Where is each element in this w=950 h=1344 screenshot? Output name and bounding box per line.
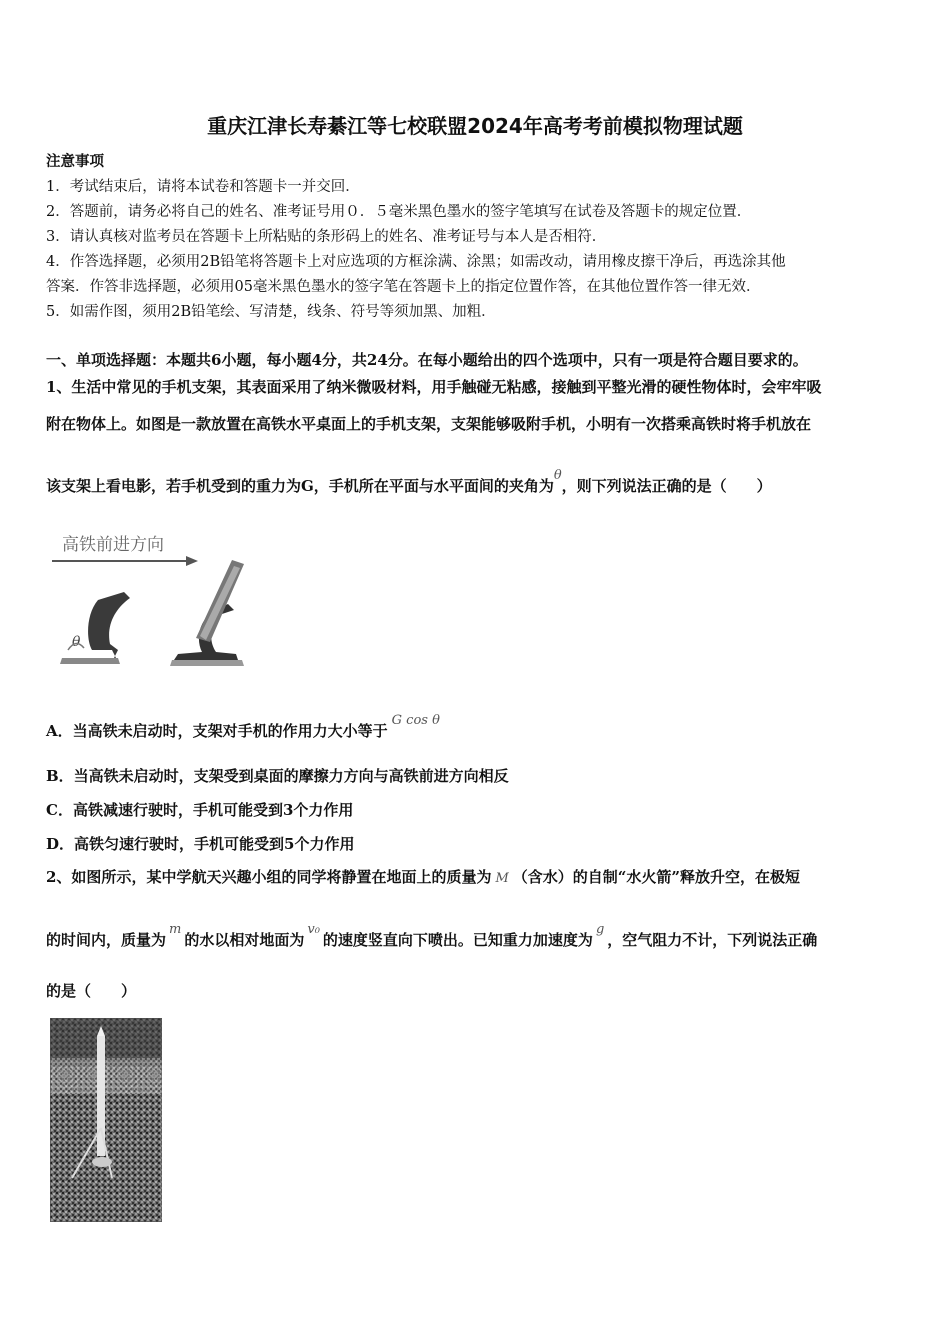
theta-symbol: θ	[553, 468, 562, 483]
notice-item-2: 2．答题前，请务必将自己的姓名、准考证号用０．５毫米黑色墨水的签字笔填写在试卷及答题卡的规定位置．	[46, 204, 752, 220]
notice-item-4: 4．作答选择题，必须用2B铅笔将答题卡上对应选项的方框涂满、涂黑；如需改动，请用橡皮擦干净后，再选涂其他	[46, 254, 786, 270]
q2-line1	[46, 867, 800, 889]
direction-arrow-head	[186, 556, 198, 566]
water-rocket-photo	[50, 1018, 162, 1222]
q2-line1-text-b: （含水）的自制“水火箭”释放升空，在极短	[512, 868, 801, 886]
q1-option-d: D．高铁匀速行驶时，手机可能受到5个力作用	[46, 835, 355, 853]
phone-screen	[200, 566, 240, 640]
notice-item-1: 1．考试结束后，请将本试卷和答题卡一并交回．	[46, 179, 360, 195]
q1-option-a-math: G cos θ	[391, 713, 440, 728]
q1-option-a	[46, 713, 440, 741]
q2-line2-text-a: 的时间内，质量为	[46, 931, 167, 949]
q2-line2-text-c: 的速度竖直向下喷出。已知重力加速度为	[322, 931, 593, 949]
mass-m-symbol: m	[169, 922, 182, 937]
q1-option-b: B．当高铁未启动时，支架受到桌面的摩擦力方向与高铁前进方向相反	[46, 767, 509, 785]
q1-line1: 1、生活中常见的手机支架，其表面采用了纳米微吸材料，用手触碰无粘感，接触到平整光滑的硬性物体时，会牢牢吸	[46, 378, 822, 396]
q1-line2: 附在物体上。如图是一款放置在高铁水平桌面上的手机支架，支架能够吸附手机，小明有一次搭乘高铁时将手机放在	[46, 415, 812, 433]
q2-line2-text-b: 的水以相对地面为	[184, 931, 305, 949]
notice-heading: 注意事项	[46, 153, 104, 170]
figure-angle-label: θ	[72, 634, 81, 650]
stand-right-base	[170, 660, 244, 666]
velocity-v0-symbol: v₀	[307, 922, 320, 937]
figure-arrow-label: 高铁前进方向	[62, 535, 164, 555]
q1-line3	[46, 468, 772, 498]
q1-option-a-text: A．当高铁未启动时，支架对手机的作用力大小等于	[46, 722, 388, 740]
q2-line2-text-d: ，空气阻力不计，下列说法正确	[607, 931, 818, 949]
notice-item-5: 5．如需作图，须用2B铅笔绘、写清楚，线条、符号等须加黑、加粗．	[46, 304, 496, 320]
q1-option-c: C．高铁减速行驶时，手机可能受到3个力作用	[46, 801, 354, 819]
notice-item-4-cont: 答案．作答非选择题，必须用05毫米黑色墨水的签字笔在答题卡上的指定位置作答，在其他位置作答一律无效．	[46, 279, 761, 295]
page-title: 重庆江津长寿綦江等七校联盟2024年高考考前模拟物理试题	[207, 114, 743, 138]
phone-stand-figure	[46, 528, 256, 668]
launcher-base	[92, 1157, 112, 1167]
q2-line1-text-a: 2、如图所示，某中学航天兴趣小组的同学将静置在地面上的质量为	[46, 868, 492, 886]
mass-M-symbol: M	[495, 871, 509, 886]
q1-line3-text-a: 该支架上看电影，若手机受到的重力为G，手机所在平面与水平面间的夹角为	[46, 477, 554, 495]
stand-left-base	[60, 658, 120, 664]
notice-item-3: 3．请认真核对监考员在答题卡上所粘贴的条形码上的姓名、准考证号与本人是否相符．	[46, 229, 607, 245]
q1-line3-text-b: ，则下列说法正确的是（ ）	[561, 477, 772, 495]
photo-crowd	[50, 1058, 162, 1094]
gravity-g-symbol: g	[595, 922, 605, 937]
q2-line3: 的是（ ）	[46, 982, 137, 1000]
section-heading: 一、单项选择题：本题共6小题，每小题4分，共24分。在每小题给出的四个选项中，只有一项是符合题目要求的。	[46, 351, 808, 369]
q2-line2	[46, 922, 818, 952]
